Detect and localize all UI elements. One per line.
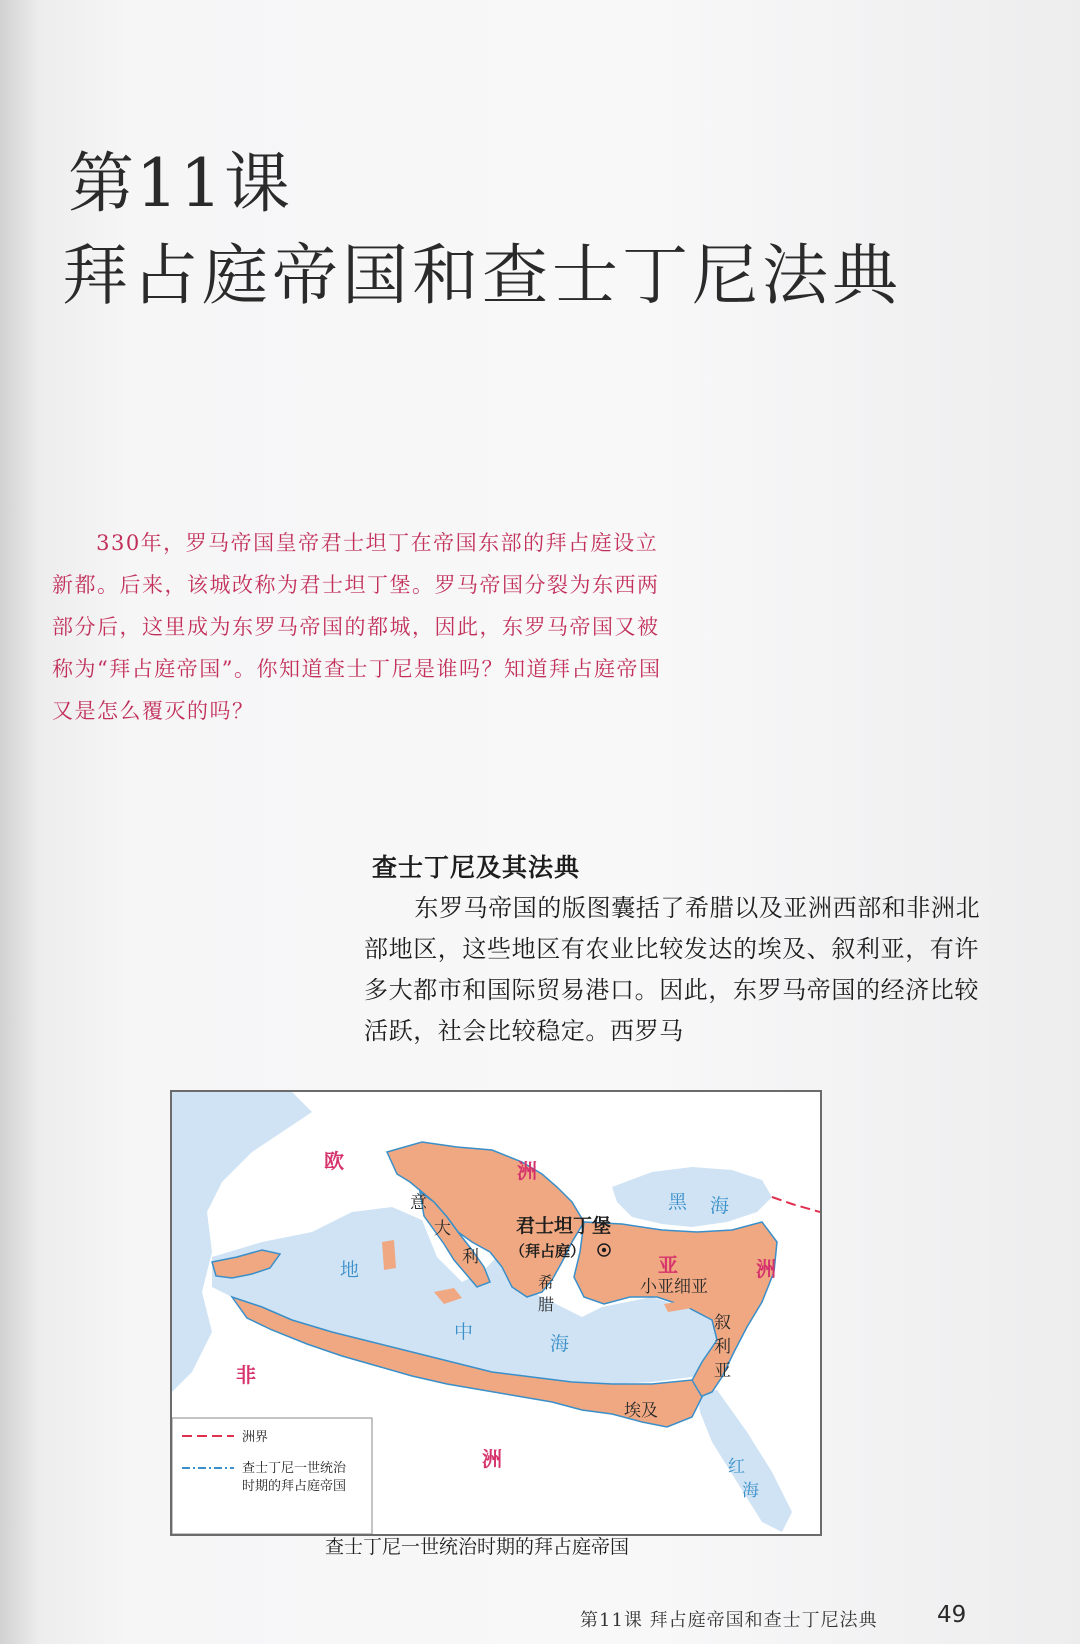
lesson-number: 第11课 <box>68 145 292 222</box>
map-label-syria-1: 叙 <box>714 1313 731 1333</box>
body-paragraph: 东罗马帝国的版图囊括了希腊以及亚洲西部和非洲北部地区，这些地区有农业比较发达的埃及、叙利亚，有许多大都市和国际贸易港口。因此，东罗马帝国的经济比较活跃，社会比较稳定。西罗马 <box>364 894 981 1045</box>
map-label-europe-2: 洲 <box>517 1159 537 1183</box>
section-heading: 查士丁尼及其法典 <box>372 853 581 882</box>
map-label-sea-3: 海 <box>550 1333 570 1355</box>
map-label-asia-1: 亚 <box>658 1253 678 1277</box>
map-label-asia-2: 洲 <box>756 1257 776 1281</box>
map-label-italy-3: 利 <box>462 1247 479 1267</box>
legend-empire-line1: 查士丁尼一世统治 <box>242 1461 347 1476</box>
page-number: 49 <box>937 1602 967 1628</box>
map-label-italy-1: 意 <box>410 1193 427 1213</box>
map-label-africa-1: 非 <box>236 1363 256 1387</box>
body-text <box>364 888 994 1052</box>
map-label-sea-2: 中 <box>454 1321 474 1343</box>
map-caption: 查士丁尼一世统治时期的拜占庭帝国 <box>325 1536 630 1558</box>
map-label-italy-2: 大 <box>434 1219 451 1239</box>
spine-shadow <box>0 0 40 1644</box>
map-legend <box>172 1418 372 1534</box>
intro-box <box>52 522 672 732</box>
map-label-black-sea-1: 黑 <box>668 1191 688 1213</box>
map-label-red-sea-2: 海 <box>742 1481 759 1501</box>
legend-continent-boundary: 洲界 <box>242 1430 269 1445</box>
legend-empire-line2: 时期的拜占庭帝国 <box>242 1479 347 1494</box>
map-svg <box>172 1092 820 1534</box>
byzantine-empire-map <box>170 1090 822 1536</box>
running-title: 第11课 拜占庭帝国和查士丁尼法典 <box>580 1610 878 1631</box>
map-capital-name: 君士坦丁堡 <box>516 1215 612 1237</box>
intro-text: 330年，罗马帝国皇帝君士坦丁在帝国东部的拜占庭设立新都。后来，该城改称为君士坦丁堡。罗马帝国分裂为东西两部分后，这里成为东罗马帝国的都城，因此，东罗马帝国又被称为“拜占庭帝国”。你知道查士丁尼是谁吗？知道拜占庭帝国又是怎么覆灭的吗？ <box>52 531 662 723</box>
map-label-egypt: 埃及 <box>624 1401 658 1421</box>
map-label-sea-1: 地 <box>340 1259 360 1281</box>
map-label-syria-3: 亚 <box>714 1361 731 1381</box>
map-label-red-sea-1: 红 <box>728 1457 745 1477</box>
island-sardinia <box>382 1240 396 1270</box>
map-label-black-sea-2: 海 <box>710 1195 730 1217</box>
map-label-asia-minor: 小亚细亚 <box>640 1277 708 1297</box>
map-label-greece-1: 希 <box>538 1273 555 1292</box>
map-label-greece-2: 腊 <box>538 1295 555 1314</box>
lesson-title: 拜占庭帝国和查士丁尼法典 <box>62 237 902 314</box>
map-label-syria-2: 利 <box>714 1337 731 1357</box>
map-label-europe-1: 欧 <box>324 1149 344 1173</box>
map-label-africa-2: 洲 <box>482 1447 502 1471</box>
map-capital-alt-name: （拜占庭） <box>510 1242 586 1260</box>
